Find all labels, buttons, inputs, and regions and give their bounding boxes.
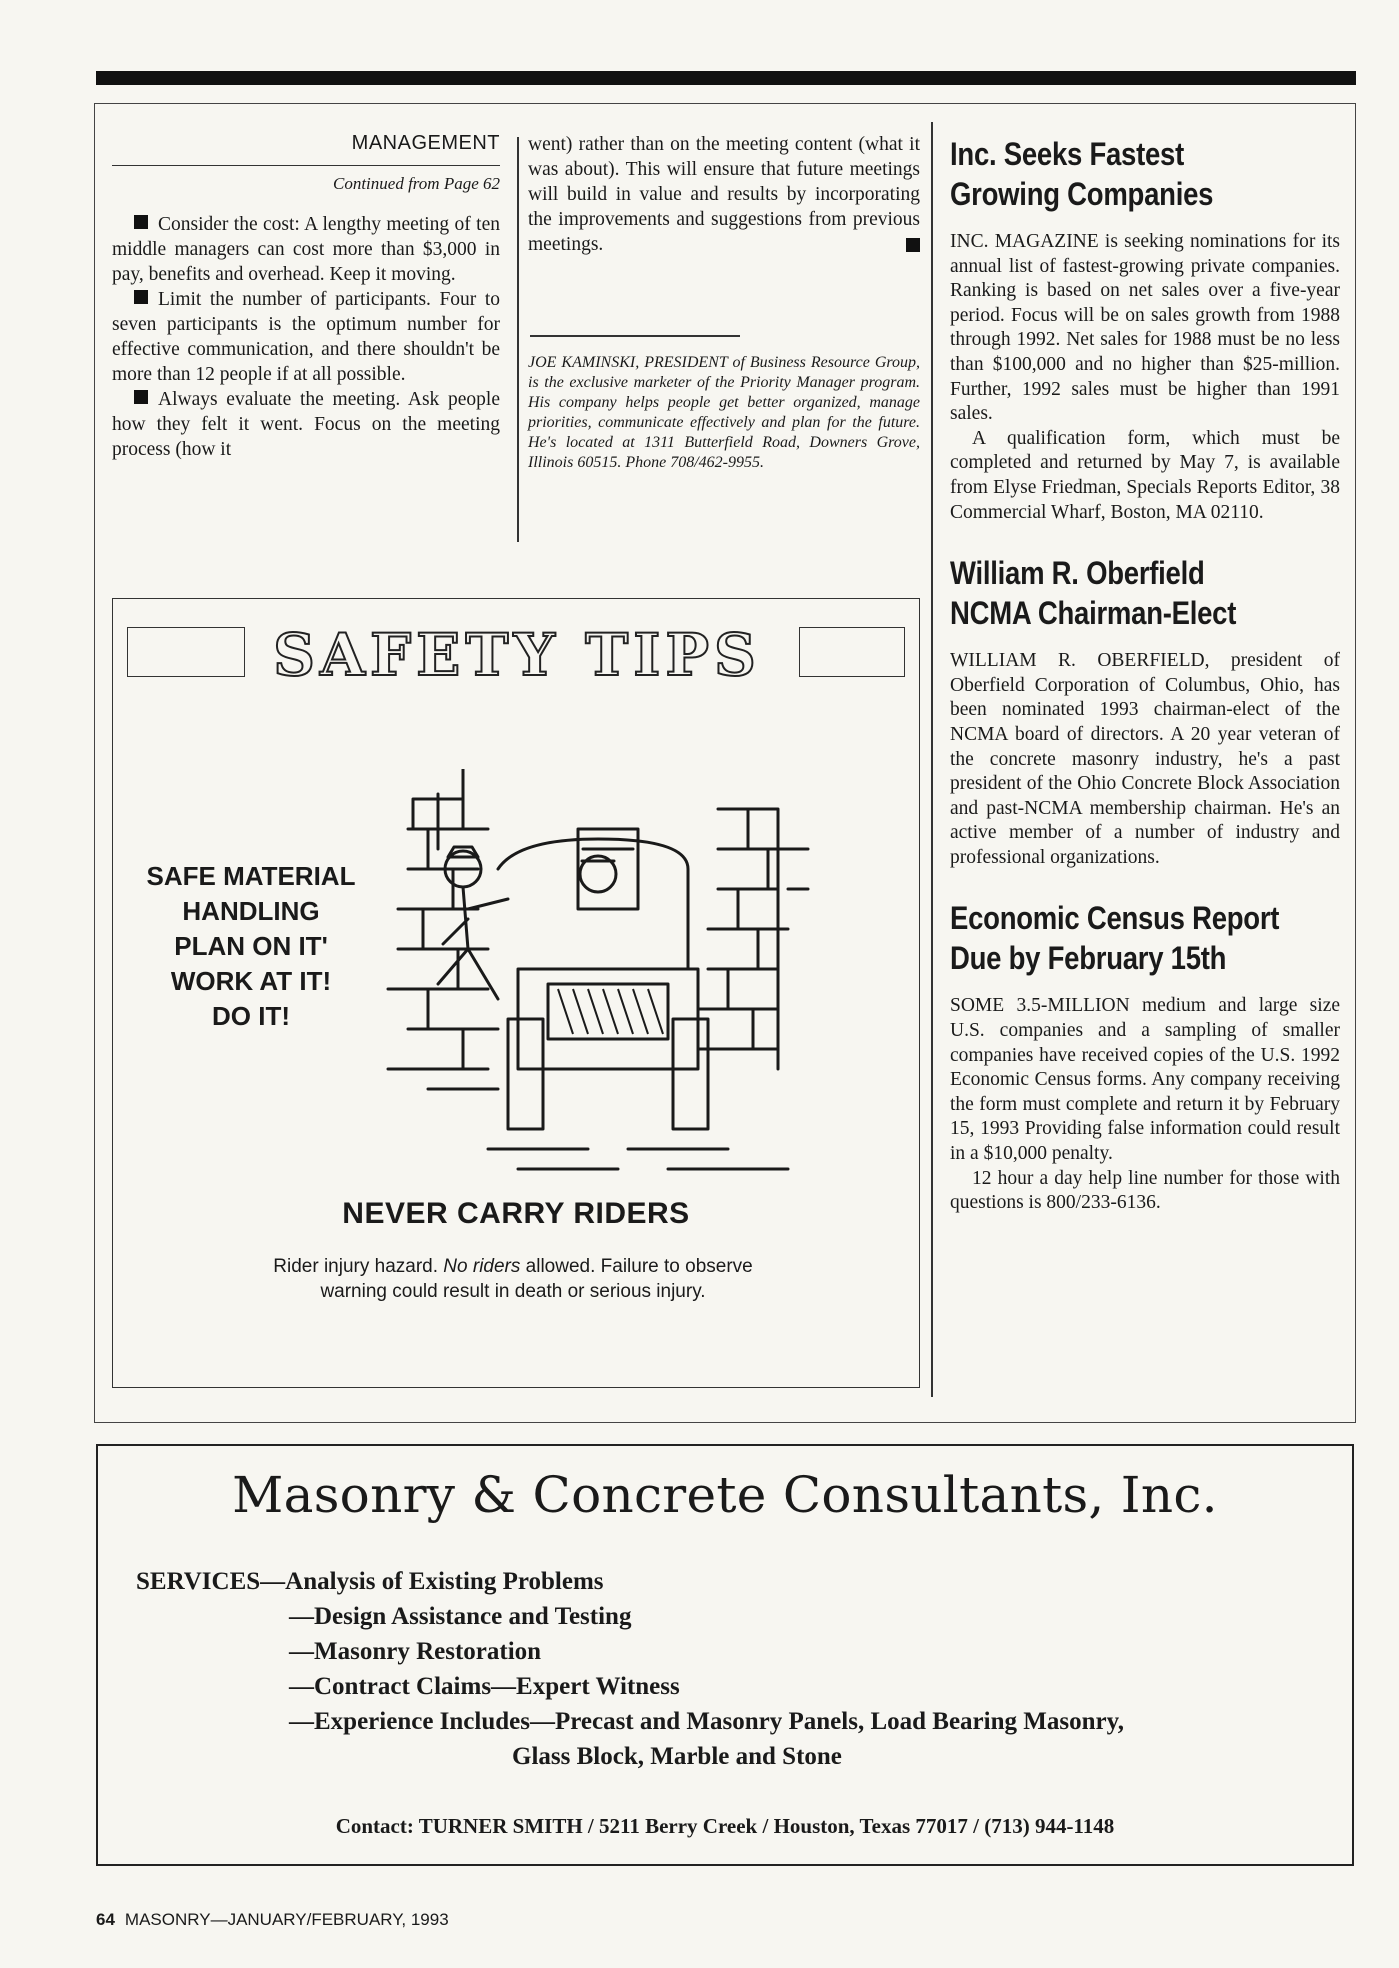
news-body: 12 hour a day help line number for those with questions is 800/233-6136. (950, 1167, 1340, 1214)
consultants-advertisement (96, 1444, 1354, 1866)
continued-note: Continued from Page 62 (333, 174, 500, 193)
service-line: SERVICES—Analysis of Existing Problems (136, 1568, 604, 1595)
bullet-square-icon (134, 290, 148, 304)
title-box-right (799, 627, 905, 677)
news-body: A qualification form, which must be completed and returned by May 7, is available from Elyse Friedman, Specials Reports Editor, 38 Commercial Wharf, Boston, MA 02110. (950, 427, 1340, 523)
news-item (950, 134, 1340, 525)
warning-headline: NEVER CARRY RIDERS (342, 1197, 690, 1230)
service-line: —Contract Claims—Expert Witness (289, 1673, 680, 1700)
service-line: —Masonry Restoration (289, 1638, 542, 1665)
paragraph: Consider the cost: A lengthy meeting of ten middle managers can cost more than $3,000 in pay, benefits and overhead. Keep it moving. (112, 214, 500, 285)
news-headline: Inc. Seeks Fastest Growing Companies (950, 136, 1214, 212)
safety-title: SAFETY TIPS (273, 621, 761, 689)
news-body: INC. MAGAZINE is seeking nominations for its annual list of fastest-growing private companies. Ranking is based on net sales over a five-year period. Focus will be on sales growth from 1988 through 1992. Net sales for 1988 must be no less than $100,000 and no higher than $25-million. Further, 1992 sales must be higher than 1991 sales. (950, 231, 1340, 425)
paragraph: went) rather than on the meeting content (what it was about). This will ensure that future meetings will build in value and results by incorporating the improvements and suggestions from previous meetings. (528, 134, 920, 255)
service-line: Glass Block, Marble and Stone (512, 1743, 842, 1770)
bullet-square-icon (134, 390, 148, 404)
service-line: —Experience Includes—Precast and Masonry Panels, Load Bearing Masonry, (289, 1708, 1124, 1735)
section-label: MANAGEMENT (112, 132, 500, 166)
column-divider (517, 137, 519, 542)
author-bio: JOE KAMINSKI, PRESIDENT of Business Resource Group, is the exclusive marketer of the Priority Manager program. His company helps people get better organized, manage priorities, communicate effectively and plan for the future. He's located at 1311 Butterfield Road, Downers Grove, Illinois 60515. Phone 708/462-9955. (528, 353, 920, 471)
ad-contact: Contact: TURNER SMITH / 5211 Berry Creek / Houston, Texas 77017 / (713) 944-1148 (335, 1814, 1115, 1838)
management-column-1 (112, 132, 500, 462)
news-column (950, 134, 1340, 1244)
page-number: 64 (96, 1910, 115, 1929)
bio-rule (530, 335, 740, 337)
safety-tips-box (112, 598, 920, 1388)
news-body: WILLIAM R. OBERFIELD, president of Oberfield Corporation of Columbus, Ohio, has been nominated 1993 chairman-elect of the NCMA board of directors. A 20 year veteran of the concrete masonry industry, he's a past president of the Ohio Concrete Block Association and past-NCMA membership chairman. He's an active member of a number of industry and professional organizations. (950, 650, 1340, 868)
ad-services-list (136, 1564, 1124, 1774)
ad-company-name: Masonry & Concrete Consultants, Inc. (232, 1466, 1218, 1524)
news-headline: William R. Oberfield NCMA Chairman-Elect (950, 555, 1237, 632)
paragraph: Limit the number of participants. Four to seven participants is the optimum number for effective communication, and there shouldn't be more than 12 people if at all possible. (112, 289, 500, 385)
end-mark-icon (906, 238, 920, 252)
safety-slogan: SAFE MATERIAL HANDLING PLAN ON IT' WORK AT IT! DO IT! (146, 861, 356, 1031)
column-divider (931, 122, 933, 1397)
safety-title-row (113, 621, 919, 689)
news-body: SOME 3.5-MILLION medium and large size U.S. companies and a sampling of smaller companies have received copies of the U.S. 1992 Economic Census forms. Any company receiving the form must complete and return it by February 15, 1993 Providing false information could result in a $10,000 penalty. (950, 995, 1340, 1165)
news-item (950, 553, 1340, 870)
top-rule (96, 71, 1356, 85)
forklift-rider-illustration (368, 769, 838, 1189)
warning-description: Rider injury hazard. No riders allowed. Failure to observe warning could result in death or serious injury. (273, 1256, 753, 1302)
publication-line: MASONRY—JANUARY/FEBRUARY, 1993 (124, 1910, 449, 1929)
page-footer (96, 1910, 449, 1930)
paragraph: Always evaluate the meeting. Ask people how they felt it went. Focus on the meeting process (how it (112, 389, 500, 460)
title-box-left (127, 627, 245, 677)
service-line: —Design Assistance and Testing (289, 1603, 632, 1630)
news-headline: Economic Census Report Due by February 15th (950, 900, 1280, 977)
management-column-2 (528, 132, 920, 473)
news-item (950, 898, 1340, 1215)
bullet-square-icon (134, 215, 148, 229)
